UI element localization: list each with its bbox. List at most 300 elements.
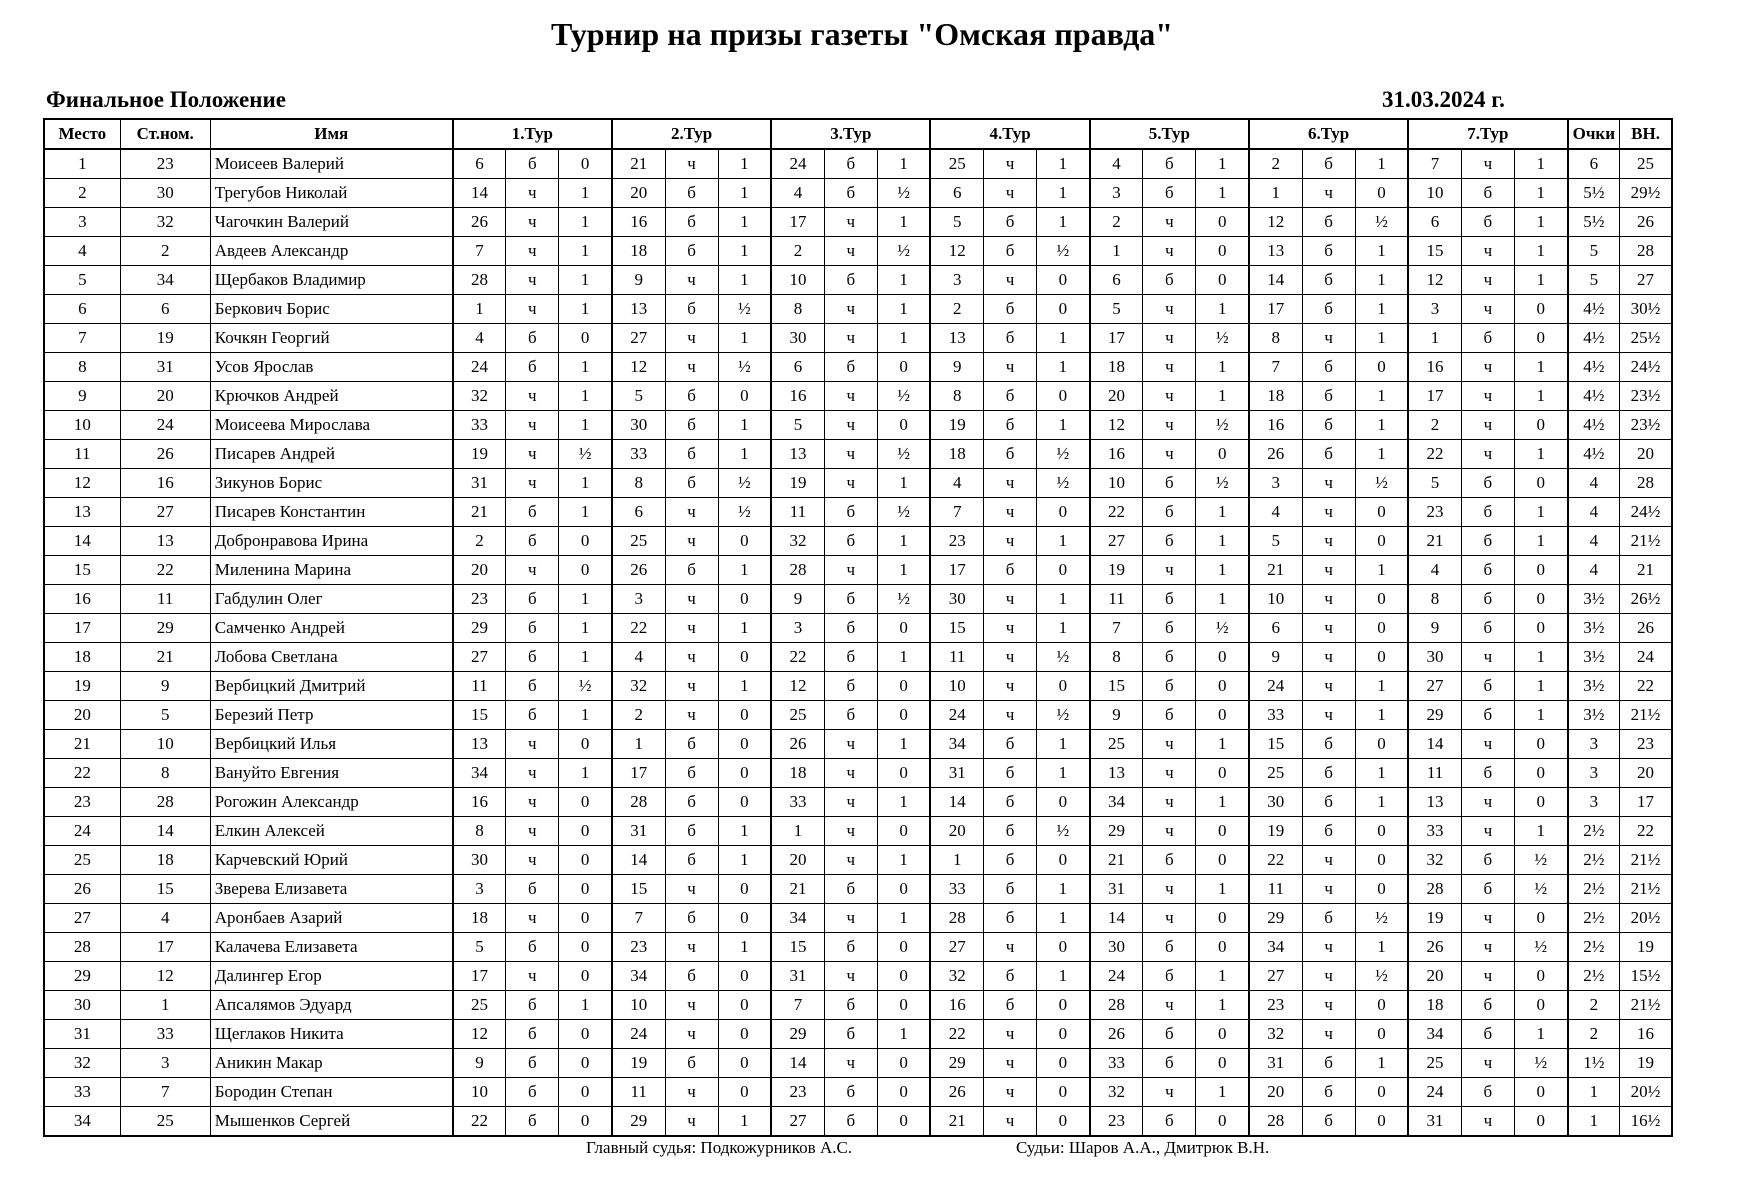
points-cell: 1 xyxy=(1568,1107,1620,1137)
subtitle: Финальное Положение xyxy=(46,87,286,112)
table-row xyxy=(44,411,1672,440)
place-cell: 22 xyxy=(44,759,120,788)
round-3-opponent-cell: 4 xyxy=(771,179,824,208)
round-2-opponent-cell: 33 xyxy=(612,440,665,469)
table-row xyxy=(44,1020,1672,1049)
round-3-color-cell: б xyxy=(824,527,877,556)
round-7-opponent-cell: 29 xyxy=(1408,701,1461,730)
round-7-opponent-cell: 6 xyxy=(1408,208,1461,237)
round-6-result-cell: 1 xyxy=(1355,933,1408,962)
round-1-opponent-cell: 14 xyxy=(453,179,506,208)
points-cell: 5 xyxy=(1568,237,1620,266)
round-1-color-cell: ч xyxy=(506,846,559,875)
round-1-result-cell: 0 xyxy=(559,1049,612,1078)
round-6-color-cell: ч xyxy=(1302,179,1355,208)
start-number-cell: 29 xyxy=(120,614,210,643)
round-6-result-cell: 1 xyxy=(1355,1049,1408,1078)
player-name-cell: Рогожин Александр xyxy=(210,788,452,817)
round-1-result-cell: 1 xyxy=(559,208,612,237)
round-5-result-cell: 1 xyxy=(1196,788,1249,817)
round-1-opponent-cell: 18 xyxy=(453,904,506,933)
round-1-color-cell: ч xyxy=(506,730,559,759)
round-3-result-cell: ½ xyxy=(877,440,930,469)
round-7-opponent-cell: 13 xyxy=(1408,788,1461,817)
round-7-color-cell: ч xyxy=(1461,788,1514,817)
round-3-color-cell: ч xyxy=(824,237,877,266)
round-2-opponent-cell: 5 xyxy=(612,382,665,411)
round-4-result-cell: 1 xyxy=(1037,208,1090,237)
round-2-opponent-cell: 13 xyxy=(612,295,665,324)
round-6-color-cell: ч xyxy=(1302,324,1355,353)
start-number-cell: 6 xyxy=(120,295,210,324)
round-6-opponent-cell: 27 xyxy=(1249,962,1302,991)
round-3-result-cell: ½ xyxy=(877,382,930,411)
round-3-opponent-cell: 19 xyxy=(771,469,824,498)
round-7-color-cell: ч xyxy=(1461,382,1514,411)
round-4-opponent-cell: 14 xyxy=(930,788,983,817)
round-5-opponent-cell: 22 xyxy=(1090,498,1143,527)
round-4-opponent-cell: 31 xyxy=(930,759,983,788)
round-4-opponent-cell: 2 xyxy=(930,295,983,324)
round-5-opponent-cell: 21 xyxy=(1090,846,1143,875)
round-1-color-cell: б xyxy=(506,643,559,672)
round-7-result-cell: 0 xyxy=(1514,614,1567,643)
round-5-result-cell: 1 xyxy=(1196,382,1249,411)
round-1-opponent-cell: 16 xyxy=(453,788,506,817)
round-4-opponent-cell: 10 xyxy=(930,672,983,701)
round-6-opponent-cell: 7 xyxy=(1249,353,1302,382)
round-2-color-cell: б xyxy=(665,469,718,498)
round-4-color-cell: ч xyxy=(984,933,1037,962)
round-1-color-cell: б xyxy=(506,1020,559,1049)
round-7-result-cell: 0 xyxy=(1514,585,1567,614)
round-1-color-cell: ч xyxy=(506,179,559,208)
points-cell: 2½ xyxy=(1568,817,1620,846)
round-2-result-cell: 1 xyxy=(718,672,771,701)
round-5-opponent-cell: 16 xyxy=(1090,440,1143,469)
round-4-result-cell: 1 xyxy=(1037,585,1090,614)
round-4-color-cell: б xyxy=(984,962,1037,991)
round-2-color-cell: б xyxy=(665,179,718,208)
round-2-result-cell: 1 xyxy=(718,411,771,440)
round-4-result-cell: 1 xyxy=(1037,527,1090,556)
round-3-color-cell: ч xyxy=(824,730,877,759)
round-6-opponent-cell: 31 xyxy=(1249,1049,1302,1078)
round-2-result-cell: 1 xyxy=(718,846,771,875)
round-2-color-cell: ч xyxy=(665,353,718,382)
tiebreak-cell: 20½ xyxy=(1620,904,1672,933)
round-2-opponent-cell: 7 xyxy=(612,904,665,933)
round-5-color-cell: ч xyxy=(1143,440,1196,469)
round-3-result-cell: 0 xyxy=(877,1078,930,1107)
round-4-opponent-cell: 5 xyxy=(930,208,983,237)
round-4-result-cell: 1 xyxy=(1037,324,1090,353)
round-2-color-cell: б xyxy=(665,411,718,440)
round-6-opponent-cell: 29 xyxy=(1249,904,1302,933)
round-4-result-cell: 0 xyxy=(1037,788,1090,817)
player-name-cell: Самченко Андрей xyxy=(210,614,452,643)
round-5-opponent-cell: 5 xyxy=(1090,295,1143,324)
round-2-color-cell: ч xyxy=(665,527,718,556)
round-3-color-cell: б xyxy=(824,643,877,672)
round-6-result-cell: ½ xyxy=(1355,469,1408,498)
round-3-result-cell: 1 xyxy=(877,556,930,585)
round-7-result-cell: 1 xyxy=(1514,149,1567,179)
round-6-color-cell: б xyxy=(1302,1049,1355,1078)
round-4-opponent-cell: 9 xyxy=(930,353,983,382)
round-2-opponent-cell: 17 xyxy=(612,759,665,788)
round-3-color-cell: б xyxy=(824,672,877,701)
points-cell: 3½ xyxy=(1568,701,1620,730)
round-2-color-cell: ч xyxy=(665,1107,718,1137)
points-cell: 4½ xyxy=(1568,411,1620,440)
player-name-cell: Зверева Елизавета xyxy=(210,875,452,904)
round-6-color-cell: б xyxy=(1302,266,1355,295)
round-6-result-cell: ½ xyxy=(1355,208,1408,237)
points-cell: 2½ xyxy=(1568,846,1620,875)
player-name-cell: Моисеев Валерий xyxy=(210,149,452,179)
start-number-cell: 24 xyxy=(120,411,210,440)
round-7-result-cell: 0 xyxy=(1514,1078,1567,1107)
round-2-color-cell: б xyxy=(665,759,718,788)
round-4-color-cell: ч xyxy=(984,498,1037,527)
tiebreak-cell: 30½ xyxy=(1620,295,1672,324)
round-3-result-cell: 1 xyxy=(877,208,930,237)
round-3-result-cell: 0 xyxy=(877,759,930,788)
round-2-opponent-cell: 15 xyxy=(612,875,665,904)
table-row xyxy=(44,817,1672,846)
round-1-result-cell: 0 xyxy=(559,556,612,585)
round-6-color-cell: б xyxy=(1302,730,1355,759)
round-5-result-cell: ½ xyxy=(1196,614,1249,643)
round-7-color-cell: б xyxy=(1461,991,1514,1020)
round-2-opponent-cell: 16 xyxy=(612,208,665,237)
round-2-color-cell: ч xyxy=(665,643,718,672)
round-2-color-cell: ч xyxy=(665,266,718,295)
round-7-color-cell: ч xyxy=(1461,440,1514,469)
round-1-result-cell: 0 xyxy=(559,846,612,875)
round-3-color-cell: б xyxy=(824,1020,877,1049)
round-2-color-cell: б xyxy=(665,382,718,411)
round-2-result-cell: 1 xyxy=(718,149,771,179)
round-6-result-cell: 1 xyxy=(1355,556,1408,585)
round-6-opponent-cell: 22 xyxy=(1249,846,1302,875)
round-1-color-cell: ч xyxy=(506,266,559,295)
tiebreak-cell: 26 xyxy=(1620,208,1672,237)
round-4-opponent-cell: 1 xyxy=(930,846,983,875)
round-7-opponent-cell: 8 xyxy=(1408,585,1461,614)
round-3-opponent-cell: 34 xyxy=(771,904,824,933)
round-1-color-cell: б xyxy=(506,701,559,730)
round-3-result-cell: 1 xyxy=(877,149,930,179)
round-4-opponent-cell: 6 xyxy=(930,179,983,208)
round-3-opponent-cell: 21 xyxy=(771,875,824,904)
player-name-cell: Чагочкин Валерий xyxy=(210,208,452,237)
round-5-result-cell: 1 xyxy=(1196,498,1249,527)
round-4-opponent-cell: 15 xyxy=(930,614,983,643)
start-number-cell: 19 xyxy=(120,324,210,353)
round-2-opponent-cell: 20 xyxy=(612,179,665,208)
round-7-opponent-cell: 27 xyxy=(1408,672,1461,701)
round-3-result-cell: 1 xyxy=(877,1020,930,1049)
tiebreak-cell: 22 xyxy=(1620,672,1672,701)
round-3-opponent-cell: 10 xyxy=(771,266,824,295)
round-3-opponent-cell: 7 xyxy=(771,991,824,1020)
round-1-opponent-cell: 33 xyxy=(453,411,506,440)
round-7-opponent-cell: 32 xyxy=(1408,846,1461,875)
round-5-color-cell: б xyxy=(1143,179,1196,208)
round-7-color-cell: б xyxy=(1461,324,1514,353)
table-row xyxy=(44,469,1672,498)
round-2-result-cell: 1 xyxy=(718,440,771,469)
start-number-cell: 14 xyxy=(120,817,210,846)
round-5-opponent-cell: 13 xyxy=(1090,759,1143,788)
round-2-result-cell: 0 xyxy=(718,585,771,614)
round-7-opponent-cell: 20 xyxy=(1408,962,1461,991)
round-6-result-cell: 1 xyxy=(1355,759,1408,788)
round-1-result-cell: 1 xyxy=(559,179,612,208)
round-4-opponent-cell: 17 xyxy=(930,556,983,585)
round-5-opponent-cell: 12 xyxy=(1090,411,1143,440)
round-4-color-cell: ч xyxy=(984,614,1037,643)
round-7-color-cell: б xyxy=(1461,179,1514,208)
round-6-opponent-cell: 33 xyxy=(1249,701,1302,730)
round-4-result-cell: 0 xyxy=(1037,991,1090,1020)
points-cell: 4 xyxy=(1568,556,1620,585)
round-7-opponent-cell: 4 xyxy=(1408,556,1461,585)
table-row xyxy=(44,759,1672,788)
player-name-cell: Габдулин Олег xyxy=(210,585,452,614)
round-5-color-cell: ч xyxy=(1143,875,1196,904)
player-name-cell: Крючков Андрей xyxy=(210,382,452,411)
place-cell: 16 xyxy=(44,585,120,614)
round-3-opponent-cell: 28 xyxy=(771,556,824,585)
round-3-color-cell: ч xyxy=(824,208,877,237)
tiebreak-cell: 19 xyxy=(1620,933,1672,962)
round-5-result-cell: 0 xyxy=(1196,846,1249,875)
round-5-result-cell: 1 xyxy=(1196,585,1249,614)
start-number-cell: 4 xyxy=(120,904,210,933)
place-cell: 29 xyxy=(44,962,120,991)
place-cell: 21 xyxy=(44,730,120,759)
round-5-opponent-cell: 30 xyxy=(1090,933,1143,962)
round-4-color-cell: б xyxy=(984,788,1037,817)
round-5-opponent-cell: 31 xyxy=(1090,875,1143,904)
round-4-color-cell: ч xyxy=(984,1049,1037,1078)
round-4-result-cell: 0 xyxy=(1037,1078,1090,1107)
round-5-opponent-cell: 25 xyxy=(1090,730,1143,759)
table-row xyxy=(44,962,1672,991)
round-6-result-cell: 1 xyxy=(1355,149,1408,179)
round-2-result-cell: 0 xyxy=(718,643,771,672)
round-4-opponent-cell: 32 xyxy=(930,962,983,991)
round-7-opponent-cell: 23 xyxy=(1408,498,1461,527)
round-6-color-cell: б xyxy=(1302,353,1355,382)
header-row xyxy=(44,119,1672,149)
round-4-result-cell: 1 xyxy=(1037,411,1090,440)
round-1-color-cell: ч xyxy=(506,469,559,498)
round-6-result-cell: 1 xyxy=(1355,382,1408,411)
tiebreak-cell: 21½ xyxy=(1620,991,1672,1020)
points-cell: 4 xyxy=(1568,527,1620,556)
round-5-color-cell: б xyxy=(1143,614,1196,643)
round-6-opponent-cell: 30 xyxy=(1249,788,1302,817)
round-6-result-cell: 0 xyxy=(1355,179,1408,208)
place-cell: 5 xyxy=(44,266,120,295)
round-1-color-cell: ч xyxy=(506,817,559,846)
round-1-opponent-cell: 29 xyxy=(453,614,506,643)
round-2-color-cell: б xyxy=(665,788,718,817)
round-4-opponent-cell: 34 xyxy=(930,730,983,759)
round-1-color-cell: ч xyxy=(506,904,559,933)
round-7-color-cell: ч xyxy=(1461,730,1514,759)
player-name-cell: Вербицкий Илья xyxy=(210,730,452,759)
round-1-opponent-cell: 34 xyxy=(453,759,506,788)
round-5-result-cell: 0 xyxy=(1196,643,1249,672)
player-name-cell: Авдеев Александр xyxy=(210,237,452,266)
round-2-color-cell: б xyxy=(665,556,718,585)
round-6-result-cell: 0 xyxy=(1355,643,1408,672)
round-1-color-cell: б xyxy=(506,1078,559,1107)
start-number-cell: 23 xyxy=(120,149,210,179)
place-cell: 4 xyxy=(44,237,120,266)
round-6-color-cell: ч xyxy=(1302,672,1355,701)
points-cell: 4½ xyxy=(1568,295,1620,324)
round-1-result-cell: 1 xyxy=(559,614,612,643)
round-4-color-cell: б xyxy=(984,730,1037,759)
round-7-result-cell: 0 xyxy=(1514,556,1567,585)
round-5-opponent-cell: 32 xyxy=(1090,1078,1143,1107)
round-1-color-cell: б xyxy=(506,353,559,382)
round-1-color-cell: б xyxy=(506,933,559,962)
round-2-opponent-cell: 27 xyxy=(612,324,665,353)
table-row xyxy=(44,875,1672,904)
round-1-result-cell: 1 xyxy=(559,295,612,324)
round-4-color-cell: б xyxy=(984,904,1037,933)
place-cell: 32 xyxy=(44,1049,120,1078)
round-7-color-cell: б xyxy=(1461,1020,1514,1049)
round-3-opponent-cell: 31 xyxy=(771,962,824,991)
round-7-color-cell: ч xyxy=(1461,411,1514,440)
round-5-opponent-cell: 7 xyxy=(1090,614,1143,643)
points-cell: 3½ xyxy=(1568,614,1620,643)
round-6-color-cell: б xyxy=(1302,759,1355,788)
round-2-result-cell: 1 xyxy=(718,179,771,208)
place-cell: 1 xyxy=(44,149,120,179)
round-1-opponent-cell: 8 xyxy=(453,817,506,846)
tiebreak-cell: 23 xyxy=(1620,730,1672,759)
round-3-color-cell: ч xyxy=(824,411,877,440)
round-7-result-cell: 1 xyxy=(1514,440,1567,469)
round-4-result-cell: 1 xyxy=(1037,875,1090,904)
round-5-opponent-cell: 29 xyxy=(1090,817,1143,846)
table-row xyxy=(44,149,1672,179)
round-4-result-cell: 0 xyxy=(1037,556,1090,585)
header-points: Очки xyxy=(1568,119,1620,149)
round-5-opponent-cell: 28 xyxy=(1090,991,1143,1020)
start-number-cell: 22 xyxy=(120,556,210,585)
round-1-result-cell: 1 xyxy=(559,237,612,266)
round-2-color-cell: ч xyxy=(665,672,718,701)
round-2-result-cell: 0 xyxy=(718,1078,771,1107)
round-1-result-cell: 0 xyxy=(559,527,612,556)
place-cell: 31 xyxy=(44,1020,120,1049)
round-4-opponent-cell: 22 xyxy=(930,1020,983,1049)
round-4-opponent-cell: 24 xyxy=(930,701,983,730)
round-5-opponent-cell: 11 xyxy=(1090,585,1143,614)
round-5-result-cell: 1 xyxy=(1196,149,1249,179)
round-2-opponent-cell: 22 xyxy=(612,614,665,643)
round-6-result-cell: 1 xyxy=(1355,295,1408,324)
round-4-opponent-cell: 11 xyxy=(930,643,983,672)
round-1-opponent-cell: 5 xyxy=(453,933,506,962)
header-round-4: 4.Тур xyxy=(930,119,1089,149)
player-name-cell: Усов Ярослав xyxy=(210,353,452,382)
round-4-result-cell: 1 xyxy=(1037,904,1090,933)
round-3-color-cell: б xyxy=(824,149,877,179)
round-1-color-cell: б xyxy=(506,498,559,527)
player-name-cell: Вануйто Евгения xyxy=(210,759,452,788)
round-5-color-cell: ч xyxy=(1143,295,1196,324)
tiebreak-cell: 28 xyxy=(1620,469,1672,498)
round-1-opponent-cell: 27 xyxy=(453,643,506,672)
round-7-result-cell: ½ xyxy=(1514,846,1567,875)
round-2-result-cell: 1 xyxy=(718,614,771,643)
place-cell: 24 xyxy=(44,817,120,846)
start-number-cell: 28 xyxy=(120,788,210,817)
round-7-result-cell: ½ xyxy=(1514,933,1567,962)
player-name-cell: Моисеева Мирослава xyxy=(210,411,452,440)
round-1-result-cell: 0 xyxy=(559,1020,612,1049)
round-5-result-cell: ½ xyxy=(1196,411,1249,440)
round-2-result-cell: 1 xyxy=(718,556,771,585)
round-3-color-cell: ч xyxy=(824,440,877,469)
round-3-color-cell: б xyxy=(824,179,877,208)
round-2-color-cell: б xyxy=(665,962,718,991)
round-2-opponent-cell: 1 xyxy=(612,730,665,759)
round-7-color-cell: ч xyxy=(1461,353,1514,382)
round-5-opponent-cell: 2 xyxy=(1090,208,1143,237)
round-2-result-cell: 0 xyxy=(718,527,771,556)
round-3-result-cell: 1 xyxy=(877,846,930,875)
round-1-opponent-cell: 28 xyxy=(453,266,506,295)
round-7-color-cell: ч xyxy=(1461,933,1514,962)
round-3-color-cell: ч xyxy=(824,904,877,933)
round-7-color-cell: б xyxy=(1461,498,1514,527)
round-7-result-cell: 0 xyxy=(1514,759,1567,788)
place-cell: 14 xyxy=(44,527,120,556)
round-1-result-cell: 0 xyxy=(559,1107,612,1137)
round-5-opponent-cell: 9 xyxy=(1090,701,1143,730)
round-4-result-cell: 1 xyxy=(1037,149,1090,179)
round-2-result-cell: 0 xyxy=(718,904,771,933)
points-cell: 4 xyxy=(1568,498,1620,527)
round-6-color-cell: ч xyxy=(1302,933,1355,962)
round-4-color-cell: ч xyxy=(984,149,1037,179)
round-5-result-cell: 0 xyxy=(1196,1049,1249,1078)
round-3-opponent-cell: 18 xyxy=(771,759,824,788)
round-7-opponent-cell: 14 xyxy=(1408,730,1461,759)
round-6-result-cell: 0 xyxy=(1355,585,1408,614)
round-3-result-cell: 0 xyxy=(877,933,930,962)
round-7-color-cell: б xyxy=(1461,614,1514,643)
round-3-result-cell: 1 xyxy=(877,643,930,672)
round-3-result-cell: ½ xyxy=(877,585,930,614)
round-2-opponent-cell: 18 xyxy=(612,237,665,266)
round-6-opponent-cell: 34 xyxy=(1249,933,1302,962)
round-1-opponent-cell: 23 xyxy=(453,585,506,614)
tiebreak-cell: 15½ xyxy=(1620,962,1672,991)
